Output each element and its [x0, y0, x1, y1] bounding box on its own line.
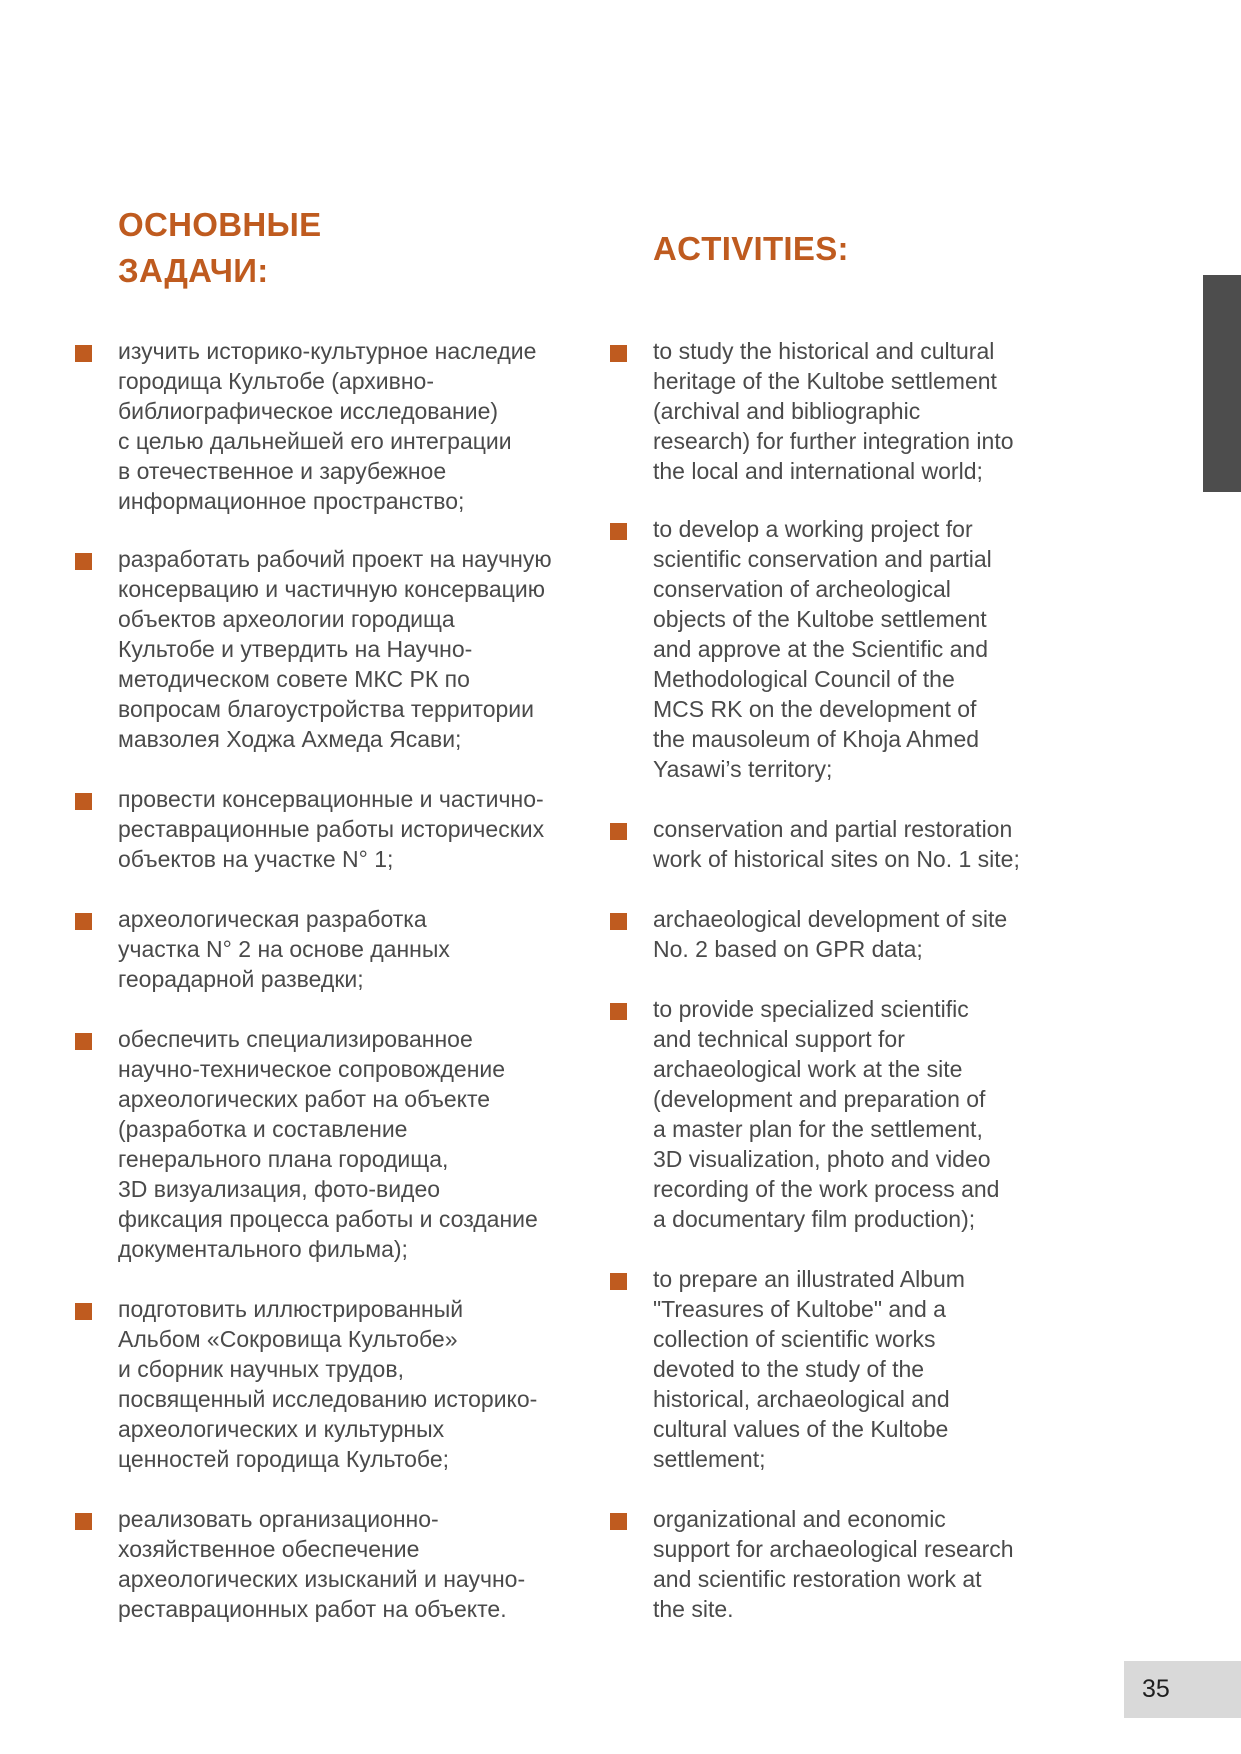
en-item-text: to prepare an illustrated Album "Treasures of Kultobe" and a collection of scientific works devoted to the study of the historical, archaeological and cultural values of the Kultobe settlement; — [653, 1266, 965, 1472]
square-bullet-icon — [75, 793, 92, 810]
ru-item-text: реализовать организационно- хозяйственное обеспечение археологических изысканий и научно- реставрационных работ на объекте. — [118, 1506, 526, 1622]
en-item-text: to develop a working project for scientific conservation and partial conservation of archeological objects of the Kultobe settlement and approve at the Scientific and Methodological Council of the MCS RK on the development of the mausoleum of Khoja Ahmed Yasawi’s territory; — [653, 516, 992, 782]
ru-item-text: провести консервационные и частично- реставрационные работы исторических объектов на участке N° 1; — [118, 786, 545, 872]
page-number: 35 — [1142, 1675, 1170, 1703]
en-item-text: to study the historical and cultural heritage of the Kultobe settlement (archival and bibliographic research) for further integration into the local and international world; — [653, 338, 1014, 484]
en-item-text: conservation and partial restoration work of historical sites on No. 1 site; — [653, 816, 1020, 872]
square-bullet-icon — [75, 553, 92, 570]
square-bullet-icon — [75, 913, 92, 930]
ru-item-text: изучить историко-культурное наследие городища Культобе (архивно- библиографическое исследование) с целью дальнейшей его интеграции в отечественное и зарубежное информационное пространство; — [118, 338, 537, 514]
en-item-text: archaeological development of site No. 2 based on GPR data; — [653, 906, 1008, 962]
square-bullet-icon — [610, 345, 627, 362]
ru-item-text: подготовить иллюстрированный Альбом «Сокровища Культобе» и сборник научных трудов, посвященный исследованию историко- археологических и культурных ценностей городища Культобе; — [118, 1296, 538, 1472]
square-bullet-icon — [75, 345, 92, 362]
en-item-text: organizational and economic support for archaeological research and scientific restoration work at the site. — [653, 1506, 1014, 1622]
square-bullet-icon — [610, 823, 627, 840]
square-bullet-icon — [610, 523, 627, 540]
square-bullet-icon — [75, 1303, 92, 1320]
square-bullet-icon — [610, 1273, 627, 1290]
en-item-text: to provide specialized scientific and technical support for archaeological work at the site (development and preparation of a master plan for the settlement, 3D visualization, photo and video recording of the work process and a documentary film production); — [653, 996, 1000, 1232]
ru-item-text: археологическая разработка участка N° 2 на основе данных георадарной разведки; — [118, 906, 450, 992]
page-number-box — [1124, 1661, 1241, 1718]
square-bullet-icon — [75, 1033, 92, 1050]
en-heading: ACTIVITIES: — [653, 230, 849, 267]
square-bullet-icon — [610, 1003, 627, 1020]
square-bullet-icon — [610, 1513, 627, 1530]
square-bullet-icon — [610, 913, 627, 930]
ru-item-text: разработать рабочий проект на научную консервацию и частичную консервацию объектов археологии городища Культобе и утвердить на Научно- методическом совете МКС РК по вопросам благоустройства территории мавзолея Ходжа Ахмеда Ясави; — [118, 546, 552, 752]
ru-heading: ОСНОВНЫЕ ЗАДАЧИ: — [118, 206, 322, 289]
side-tab-marker — [1203, 275, 1241, 492]
square-bullet-icon — [75, 1513, 92, 1530]
ru-item-text: обеспечить специализированное научно-техническое сопровождение археологических работ на объекте (разработка и составление генерального плана городища, 3D визуализация, фото-видео фиксация процесса работы и создание документального фильма); — [118, 1026, 538, 1262]
